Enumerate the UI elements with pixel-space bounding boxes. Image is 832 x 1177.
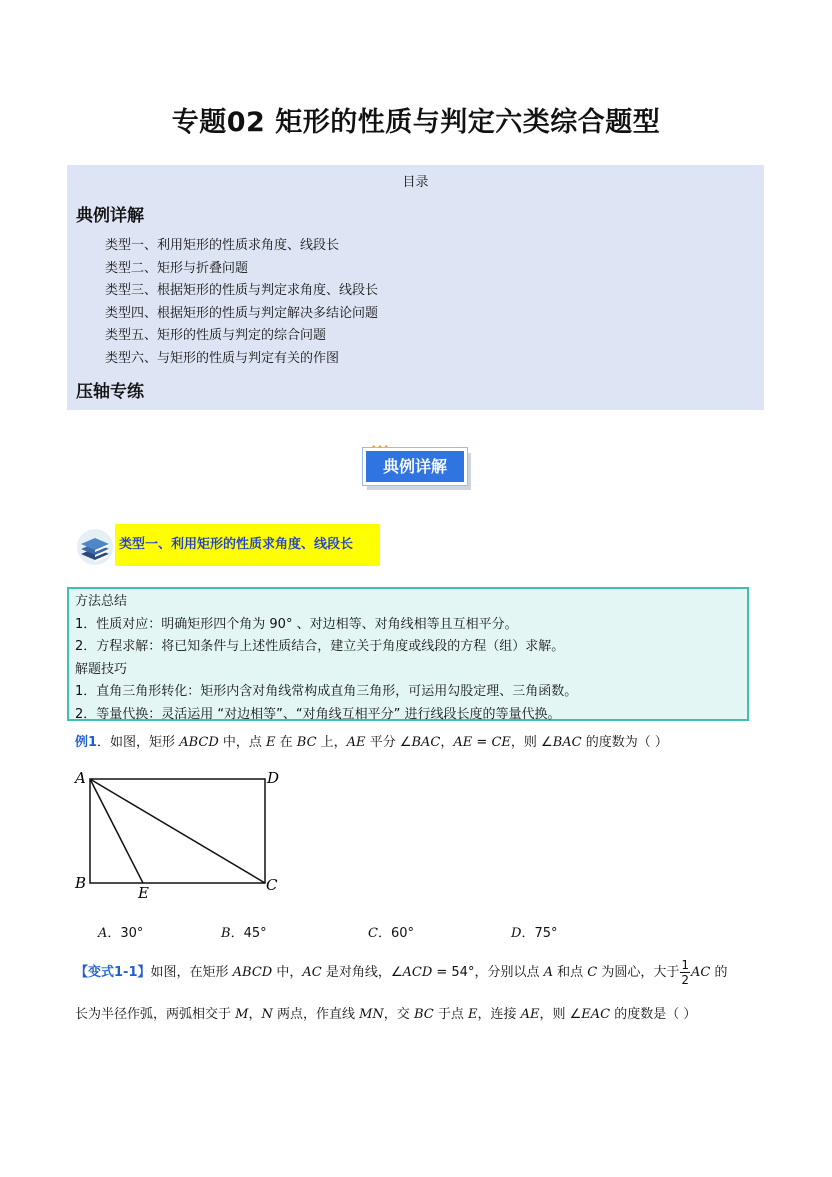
question-text: 的度数为（ ）	[581, 735, 668, 750]
question-text: ，连接	[477, 1007, 521, 1022]
math-term: AE	[346, 735, 366, 750]
math-term: BC	[296, 735, 317, 750]
math-term: BAC	[411, 735, 441, 750]
rectangle-figure	[70, 767, 290, 902]
point-label-c: C	[266, 876, 278, 894]
math-term: ACD	[402, 965, 433, 980]
math-term: BC	[413, 1007, 434, 1022]
toc-item[interactable]: 类型三、根据矩形的性质与判定求角度、线段长	[105, 283, 379, 299]
option-value: ．60°	[377, 926, 414, 941]
question-text: 的	[710, 965, 728, 980]
section-banner	[361, 444, 473, 492]
question-text: 为圆心，大于	[597, 965, 680, 980]
toc-section-examples[interactable]: 典例详解	[76, 206, 144, 226]
option-letter: A	[98, 926, 108, 941]
question-text: ，则 ∠	[539, 1007, 582, 1022]
banner-label: 典例详解	[363, 448, 467, 485]
math-term: AE	[520, 1007, 540, 1022]
question-text: 长为半径作弧，两弧相交于	[75, 1007, 236, 1022]
toc-section-practice[interactable]: 压轴专练	[76, 382, 144, 402]
option-letter: B	[221, 926, 231, 941]
question-text: ，则 ∠	[510, 735, 553, 750]
math-term: MN	[359, 1007, 384, 1022]
answer-options	[98, 922, 598, 940]
question-text: 两点，作直线	[272, 1007, 360, 1022]
method-summary-box	[67, 587, 749, 721]
point-label-d: D	[267, 769, 280, 787]
tips-line: 2．等量代换：灵活运用 “对边相等”、“对角线互相平分” 进行线段长度的等量代换。	[75, 706, 561, 722]
question-text: ，	[440, 735, 454, 750]
toc-item[interactable]: 类型六、与矩形的性质与判定有关的作图	[105, 350, 340, 366]
question-text: 在	[275, 735, 297, 750]
option-value: ．30°	[107, 926, 144, 941]
toc-item[interactable]: 类型四、根据矩形的性质与判定解决多结论问题	[105, 305, 379, 321]
math-term: EAC	[581, 1007, 611, 1022]
variant-question-line2	[75, 1003, 696, 1022]
question-text: 上，	[316, 735, 347, 750]
math-term: A	[543, 965, 553, 980]
option-c[interactable]	[368, 922, 414, 941]
math-term: M	[235, 1007, 249, 1022]
method-title: 方法总结	[75, 594, 128, 609]
point-label-e: E	[138, 884, 149, 902]
toc-list	[105, 235, 378, 371]
toc-heading: 目录	[402, 175, 429, 190]
tips-title: 解题技巧	[75, 661, 128, 677]
variant-question-line1	[75, 958, 727, 987]
question-text: 是对角线，∠	[321, 965, 403, 980]
point-label-a: A	[75, 769, 86, 787]
question-text: ．如图，矩形	[97, 735, 180, 750]
math-term: AC	[302, 965, 322, 980]
math-term: CE	[491, 735, 511, 750]
math-term: AE	[453, 735, 473, 750]
method-line: 1．性质对应：明确矩形四个角为 90° 、对边相等、对角线相等且互相平分。	[75, 616, 518, 632]
page-title: 专题02 矩形的性质与判定六类综合题型	[171, 107, 661, 138]
point-label-b: B	[75, 874, 87, 892]
table-of-contents	[67, 165, 764, 410]
option-letter: D	[511, 926, 522, 941]
question-text: 中，点	[218, 735, 267, 750]
fraction-numerator: 1	[681, 958, 689, 972]
math-term: C	[587, 965, 598, 980]
example-label: 例1	[75, 735, 98, 750]
option-a[interactable]	[98, 922, 143, 941]
question-text: =	[472, 735, 492, 750]
question-text: 中，	[272, 965, 303, 980]
example-question	[75, 731, 668, 750]
books-icon	[75, 528, 115, 566]
toc-item[interactable]: 类型一、利用矩形的性质求角度、线段长	[105, 238, 340, 253]
math-term: AC	[690, 965, 711, 980]
question-text: 于点	[433, 1007, 468, 1022]
question-text: ，交	[383, 1007, 414, 1022]
option-b[interactable]	[221, 922, 267, 941]
question-text: 和点	[552, 965, 588, 980]
toc-item[interactable]: 类型五、矩形的性质与判定的综合问题	[105, 328, 327, 344]
question-text: 如图，在矩形	[150, 965, 233, 980]
method-line: 2．方程求解：将已知条件与上述性质结合，建立关于角度或线段的方程（组）求解。	[75, 639, 565, 654]
variant-label: 【变式1-1】	[75, 965, 151, 980]
fraction-one-half	[680, 958, 690, 987]
type-heading: 类型一、利用矩形的性质求角度、线段长	[115, 524, 380, 566]
math-term: N	[261, 1007, 273, 1022]
math-term: E	[467, 1007, 478, 1022]
tips-line: 1．直角三角形转化：矩形内含对角线常构成直角三角形，可运用勾股定理、三角函数。	[75, 684, 578, 699]
option-d[interactable]	[511, 922, 557, 941]
math-term: E	[266, 735, 276, 750]
option-value: ．75°	[521, 926, 558, 941]
question-text: = 54°，分别以点	[432, 965, 544, 980]
toc-item[interactable]: 类型二、矩形与折叠问题	[105, 260, 249, 276]
math-term: ABCD	[232, 965, 273, 980]
question-text: 的度数是（ ）	[610, 1007, 697, 1022]
math-term: ABCD	[179, 735, 219, 750]
option-letter: C	[368, 926, 378, 941]
math-term: BAC	[552, 735, 582, 750]
option-value: ．45°	[230, 926, 267, 941]
question-text: 平分 ∠	[365, 735, 412, 750]
question-text: ，	[248, 1007, 262, 1022]
fraction-denominator: 2	[681, 973, 689, 987]
